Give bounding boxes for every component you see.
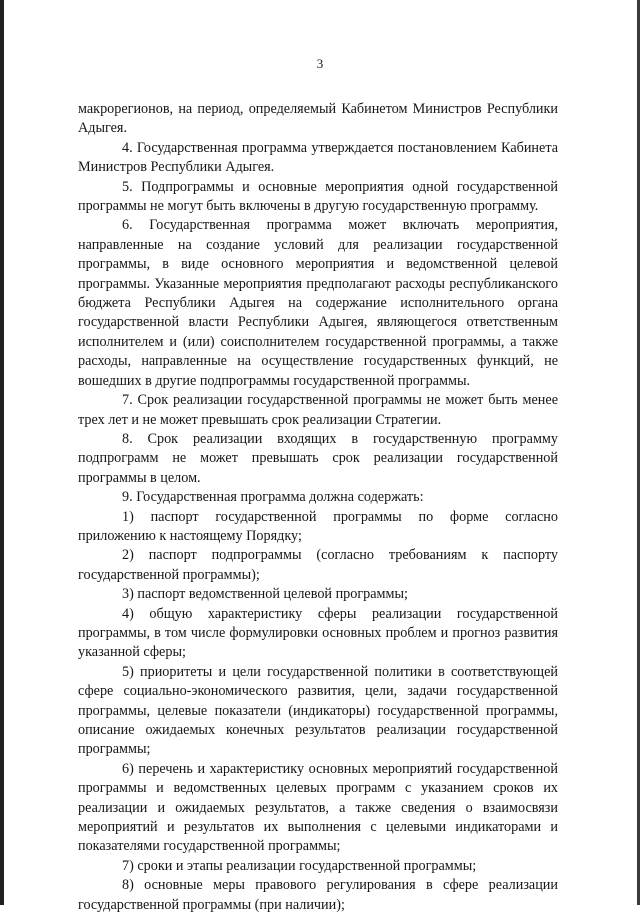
scan-left-edge xyxy=(0,0,4,905)
list-item-5: 5) приоритеты и цели государственной политики в соответствующей сфере социально-экономического развития, цели, задачи государственной программы, целевые показатели (индикаторы) государственной программы, описание ожидаемых конечных результатов реализации государственной программы; xyxy=(78,663,558,758)
document-body xyxy=(78,100,558,915)
list-item-6: 6) перечень и характеристику основных мероприятий государственной программы и ведомственных целевых программ с указанием сроков их реализации и ожидаемых результатов, а также сведения о взаимосвязи мероприятий и результатов их выполнения с целевыми индикаторами и показателями государственной программы; xyxy=(78,760,558,855)
list-item-3: 3) паспорт ведомственной целевой программы; xyxy=(122,586,408,603)
list-item-4: 4) общую характеристику сферы реализации государственной программы, в том числе формулировки основных проблем и прогноз развития указанной сферы; xyxy=(78,605,558,661)
paragraph-item-8: 8. Срок реализации входящих в государственную программу подпрограмм не может превышать срок реализации государственной программы в целом. xyxy=(78,430,558,486)
list-item-7: 7) сроки и этапы реализации государственной программы; xyxy=(122,857,477,874)
paragraph-item-5: 5. Подпрограммы и основные мероприятия одной государственной программы не могут быть включены в другую государственную программу. xyxy=(78,178,558,215)
paragraph-item-9: 9. Государственная программа должна содержать: xyxy=(122,489,424,506)
paragraph-item-7: 7. Срок реализации государственной программы не может быть менее трех лет и не может превышать срок реализации Стратегии. xyxy=(78,392,558,428)
paragraph-item-6: 6. Государственная программа может включать мероприятия, направленные на создание условий для реализации государственной программы, в виде основного мероприятия и ведомственной целевой программы. Указанные мероприятия предполагают расходы республиканского бюджета Республики Адыгея на содержание исполнительного органа государственной власти Республики Адыгея, являющегося ответственным исполнителем и (или) соисполнителем государственной программы, а также расходы, направленные на осуществление государственных функций, не вошедших в другие подпрограммы государственной программы. xyxy=(78,217,558,389)
paragraph-item-4: 4. Государственная программа утверждается постановлением Кабинета Министров Республики Адыгея. xyxy=(78,139,558,176)
list-item-2: 2) паспорт подпрограммы (согласно требованиям к паспорту государственной программы); xyxy=(78,547,558,583)
list-item-8: 8) основные меры правового регулирования в сфере реализации государственной программы (при наличии); xyxy=(78,877,558,913)
paragraph-continuation: макрорегионов, на период, определяемый Кабинетом Министров Республики Адыгея. xyxy=(78,101,558,137)
list-item-1: 1) паспорт государственной программы по форме согласно приложению к настоящему Порядку; xyxy=(78,508,558,544)
page-number: 3 xyxy=(316,56,324,71)
